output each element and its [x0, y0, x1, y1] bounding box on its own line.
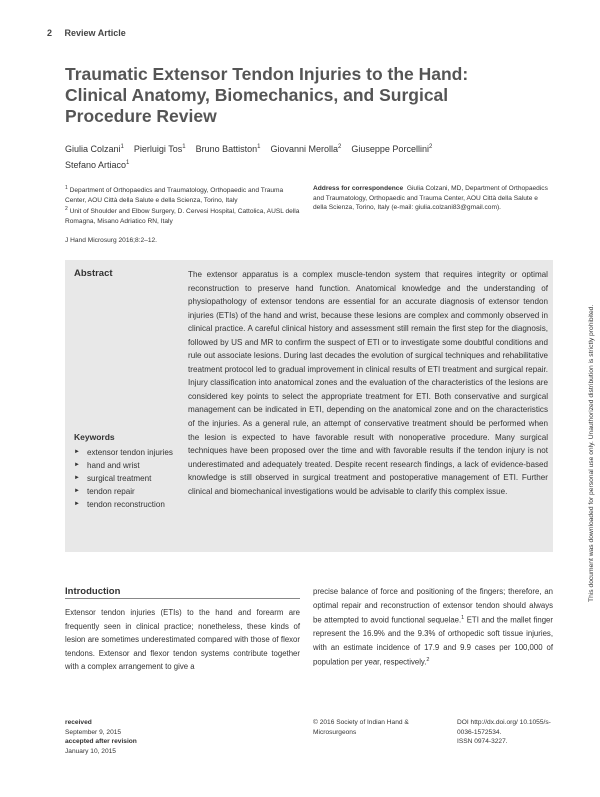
affiliation-item: $^1$ Department of Orthopaedics and Traumatology, Orthopaedic and Trauma Center, AOU Città della Salute e della Scienza, Torino, Italy: [65, 185, 284, 204]
introduction-heading: Introduction: [65, 586, 121, 597]
download-notice: This document was downloaded for personal use only. Unauthorized distribution is strictly prohibited.: [588, 304, 595, 602]
correspondence-address: [313, 184, 553, 213]
author-affiliation-ref: 1: [182, 144, 186, 150]
section-divider: [65, 598, 300, 599]
issn: ISSN 0974-3227.: [457, 738, 508, 746]
correspondence-text: Giulia Colzani, MD, Department of Orthopaedics and Traumatology, Orthopaedic and Trauma Center, AOU Città della Salute e della Scienza, Torino, Italy (e-mail: giulia.colzani83@gmail.com).: [313, 185, 548, 212]
keyword-item: ► extensor tendon injuries: [74, 446, 184, 459]
abstract-text: The extensor apparatus is a complex muscle-tendon system that requires integrity or optimal reconstruction to preserve hand function. Anatomical knowledge and the understanding of physiopathology of extensor tendons are essential for an accurate diagnosis of extensor tendon injuries (ETIs) of the hand and wrist, because these lesions are complex and commonly observed in clinical practice. A careful clinical history and assessment still remain the first step for the diagnosis, followed by US and MR to confirm the suspect of ETI or to investigate some doubtful conditions and rule out associate lesions. During last decades the evolution of surgical techniques and rehabilitative treatment protocol led to gradual improvement in clinical results of ETI treatment and surgical repair. Injury classification into anatomical zones and the evaluation of the characteristics of the lesions are considered key points to select the appropriate treatment for ETI. Both conservative and surgical management can be indicated in ETI, depending on the anatomical zone and on the characteristics of the injuries. As a general rule, an attempt of conservative treatment should be performed when the lesion is expected to have favorable result with nonoperative procedure. Many surgical techniques have been proposed over the time and with favorable results if the tendon injury is not underestimated and adequately treated. Despite recent research findings, a lack of evidence-based knowledge is still observed in surgical treatment and postoperative management of ETI. Further clinical and biomechanical investigations would be advisable to clarify this complex issue.: [188, 270, 548, 496]
reference-citation[interactable]: 1: [461, 615, 465, 621]
affiliation-item: $^2$ Unit of Shoulder and Elbow Surgery, D. Cervesi Hospital, Cattolica, AUSL della Romagna, Misano Adriatico RN, Italy: [65, 206, 300, 226]
article-title: Traumatic Extensor Tendon Injuries to the Hand: Clinical Anatomy, Biomechanics, and Surgical Procedure Review: [65, 64, 469, 126]
doi-link[interactable]: DOI http://dx.doi.org/ 10.1055/s-0036-1572534.: [457, 719, 551, 736]
introduction-column-1: Extensor tendon injuries (ETIs) to the hand and forearm are frequently seen in clinical practice; nonetheless, these kinds of lesion are sometimes underestimated compared with those of flexor tendons. Extensor and flexor tendon systems contribute together with a complex arrangement to give a: [65, 608, 300, 671]
reference-citation[interactable]: 2: [426, 657, 430, 664]
page-number: 2: [47, 28, 53, 38]
running-header: [47, 28, 126, 38]
correspondence-label: Address for correspondence: [313, 185, 404, 192]
keywords-list: [74, 446, 184, 511]
author-name: Giovanni Merolla: [270, 144, 339, 154]
author-list: [65, 140, 535, 172]
keyword-item: ► tendon repair: [74, 485, 184, 498]
journal-citation: J Hand Microsurg 2016;8:2–12.: [65, 237, 158, 244]
author-name: Giuseppe Porcellini: [351, 144, 429, 154]
introduction-column-2: precise balance of force and positioning of the fingers; therefore, an optimal repair and reconstruction of extensor tendon should always be attempted to avoid functional sequelae.$^1$ ETI and the mallet finger represent the 16.9% and the 9.3% of orthopedic soft tissue injuries, with an estimate incidence of 17.9 and 9.9 cases per 100,000 of population per year, respectively.$^2$: [313, 587, 553, 667]
side-notice-container: [586, 222, 596, 602]
affiliations: [65, 184, 305, 227]
author-name: Stefano Artiaco: [65, 160, 127, 170]
author-name: Bruno Battiston: [195, 144, 258, 154]
author-name: Pierluigi Tos: [133, 144, 183, 154]
copyright-notice: © 2016 Society of Indian Hand & Microsurgeons: [313, 719, 409, 736]
keyword-item: ► tendon reconstruction: [74, 498, 184, 511]
keyword-item: ► surgical treatment: [74, 472, 184, 485]
author-affiliation-ref: 1: [126, 160, 130, 166]
abstract-heading: Abstract: [74, 268, 113, 279]
author-affiliation-ref: 1: [120, 144, 124, 150]
section-label: Review Article: [64, 28, 126, 38]
author-affiliation-ref: 1: [257, 144, 261, 150]
author-affiliation-ref: 2: [428, 144, 433, 150]
author-affiliation-ref: 2: [338, 144, 342, 150]
keywords-heading: Keywords: [74, 432, 115, 442]
doi-issn: [457, 718, 557, 747]
keyword-item: ► hand and wrist: [74, 459, 184, 472]
author-name: Giulia Colzani: [65, 144, 121, 154]
received-dates: received September 9, 2015 accepted after revision January 10, 2015: [65, 719, 137, 755]
